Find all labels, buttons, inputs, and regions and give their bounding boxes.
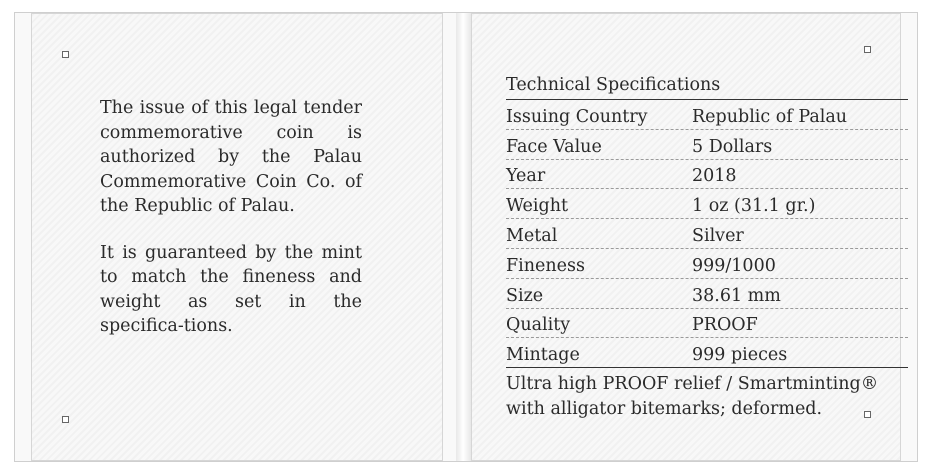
spec-label: Fineness [506, 255, 585, 276]
corner-mark-icon [864, 46, 871, 53]
spec-row [506, 249, 908, 279]
spec-row [506, 219, 908, 249]
spec-label: Issuing Country [506, 106, 648, 127]
spec-row [506, 130, 908, 160]
spec-value: 999 pieces [692, 345, 788, 366]
center-fold [456, 13, 472, 461]
corner-mark-icon [62, 416, 69, 423]
corner-mark-icon [62, 51, 69, 58]
spec-row [506, 338, 908, 368]
spec-row [506, 309, 908, 339]
guarantee-paragraph: It is guaranteed by the mint to match the fineness and weight as set in the specifica-tions. [100, 242, 362, 336]
spec-value: Silver [692, 225, 744, 246]
specs-title: Technical Specifications [506, 73, 908, 100]
spec-value: 2018 [692, 166, 737, 187]
spec-value: PROOF [692, 315, 758, 336]
spec-label: Size [506, 285, 544, 306]
specs-note: Ultra high PROOF relief / Smartminting® with alligator bitemarks; deformed. [506, 374, 879, 419]
spec-label: Weight [506, 196, 569, 217]
spec-row [506, 100, 908, 130]
spec-row [506, 279, 908, 309]
spec-label: Face Value [506, 136, 602, 157]
spec-value: 999/1000 [692, 255, 776, 276]
spec-value: 1 oz (31.1 gr.) [692, 196, 816, 217]
spec-value: 5 Dollars [692, 136, 773, 157]
authorization-text [100, 96, 362, 361]
spec-label: Metal [506, 225, 558, 246]
technical-specifications [506, 73, 908, 421]
spec-label: Year [506, 166, 546, 187]
spec-label: Mintage [506, 345, 580, 366]
spec-value: Republic of Palau [692, 106, 848, 127]
spec-row [506, 160, 908, 190]
authorization-paragraph: The issue of this legal tender commemorative coin is authorized by the Palau Commemorative Coin Co. of the Republic of Palau. [100, 98, 362, 216]
spec-label: Quality [506, 315, 571, 336]
spec-value: 38.61 mm [692, 285, 781, 306]
spec-row [506, 189, 908, 219]
